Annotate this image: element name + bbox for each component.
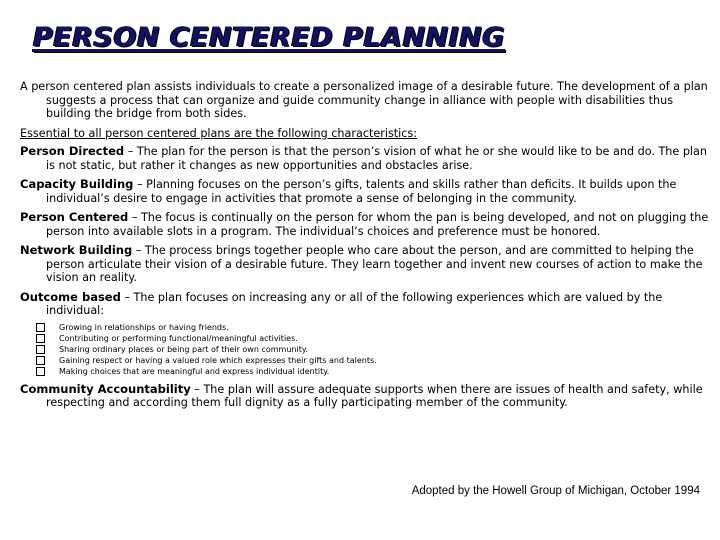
checkbox-square-icon	[36, 334, 45, 343]
list-item	[36, 366, 710, 377]
list-item	[36, 344, 710, 355]
attribution-credit: Adopted by the Howell Group of Michigan, October 1994	[411, 485, 700, 497]
list-item-text: Growing in relationships or having friends.	[59, 322, 229, 332]
term-description: – The plan for the person is that the person’s vision of what he or she would like to be and do. The plan is not static, but rather it changes as new opportunities and obstacles arise.	[46, 145, 707, 172]
term-description: – The process brings together people who care about the person, and are committed to helping the person articulate their vision of a desirable future. They learn together and invent new courses of action to make the vision an reality.	[46, 244, 703, 284]
checkbox-square-icon	[36, 323, 45, 332]
list-item	[36, 355, 710, 366]
page-title: PERSON CENTERED PLANNING	[33, 22, 506, 53]
characteristic-outcome-based	[20, 291, 710, 318]
intro-paragraph: A person centered plan assists individuals to create a personalized image of a desirable future. The development of a plan suggests a process that can organize and guide community change in alliance with people with disabilities thus building the bridge from both sides.	[20, 80, 708, 120]
term-label: Person Directed	[20, 144, 125, 158]
checkbox-square-icon	[36, 356, 45, 365]
checkbox-square-icon	[36, 367, 45, 376]
term-description: – The focus is continually on the person for whom the pan is being developed, and not on plugging the person into available slots in a program. The individual’s choices and preference must be honored.	[46, 211, 709, 238]
list-item-text: Gaining respect or having a valued role which expresses their gifts and talents.	[59, 355, 377, 365]
list-item	[36, 333, 710, 344]
term-label: Outcome based	[20, 289, 121, 304]
term-label: Capacity Building	[20, 177, 134, 191]
term-description: – Planning focuses on the person’s gifts, talents and skills rather than deficits. It builds upon the individual’s desire to engage in activities that promote a sense of belonging in the community.	[46, 178, 677, 205]
characteristic-capacity-building	[20, 178, 710, 205]
characteristic-person-directed	[20, 145, 710, 172]
term-label: Community Accountability	[20, 381, 191, 396]
term-label: Network Building	[20, 243, 133, 257]
characteristic-network-building	[20, 244, 710, 285]
term-description: – The plan focuses on increasing any or all of the following experiences which are valued by the individual:	[46, 290, 663, 317]
list-item-text: Contributing or performing functional/meaningful activities.	[59, 333, 298, 343]
essential-heading: Essential to all person centered plans are the following characteristics:	[20, 126, 418, 140]
characteristic-community-accountability	[20, 383, 710, 410]
outcome-list	[36, 322, 710, 377]
list-item-text: Making choices that are meaningful and express individual identity.	[59, 366, 330, 376]
checkbox-square-icon	[36, 345, 45, 354]
list-item	[36, 322, 710, 333]
term-description: – The plan will assure adequate supports when there are issues of health and safety, while respecting and according them full dignity as a fully participating member of the community.	[46, 382, 703, 409]
characteristic-person-centered	[20, 211, 710, 238]
term-label: Person Centered	[20, 210, 129, 224]
list-item-text: Sharing ordinary places or being part of their own community.	[59, 344, 308, 354]
document-body	[20, 80, 710, 416]
